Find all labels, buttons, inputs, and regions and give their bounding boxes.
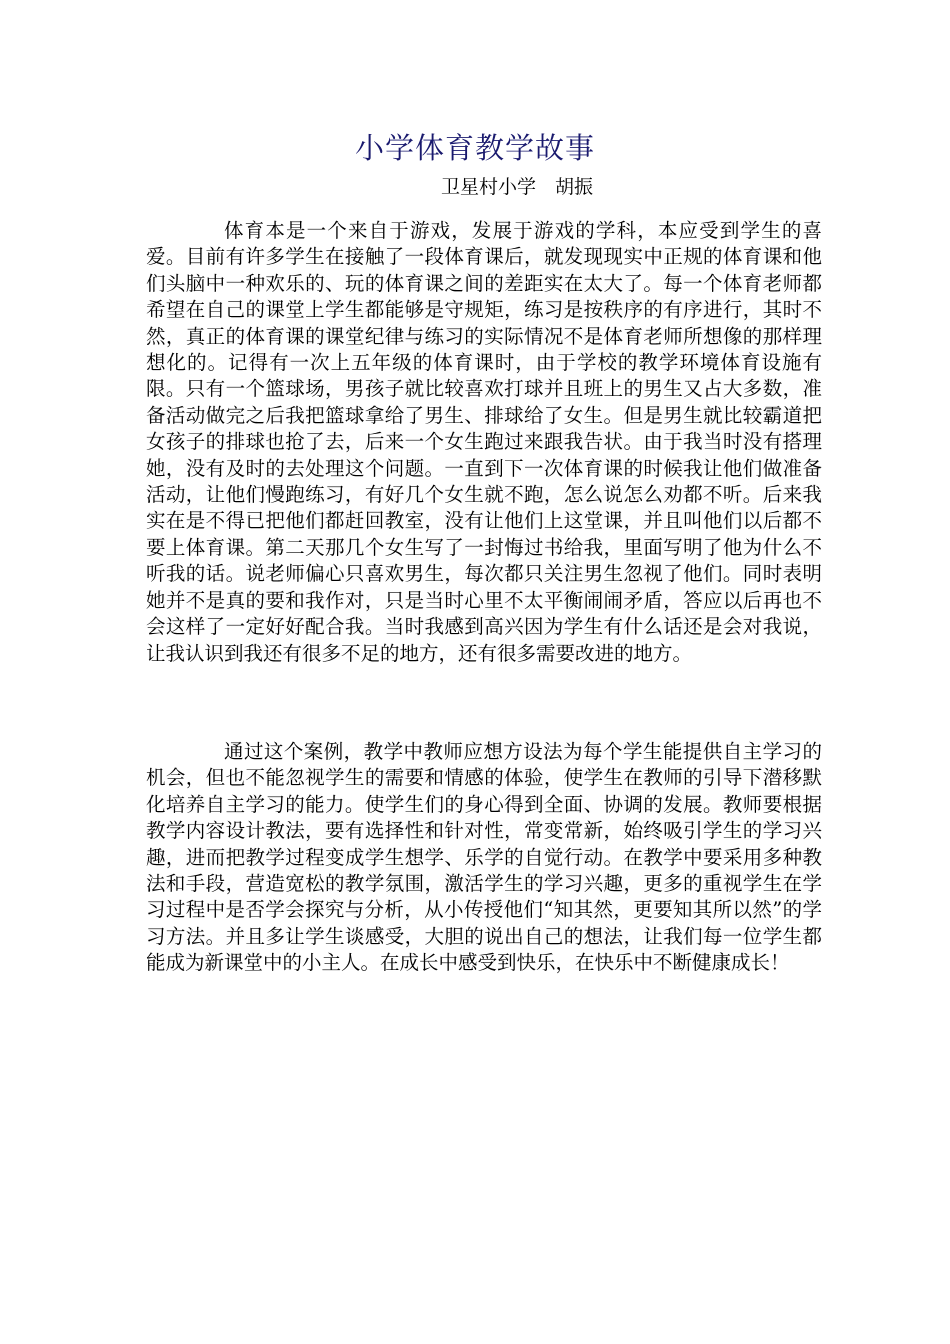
page-title: 小学体育教学故事 (354, 131, 595, 165)
author-line: 卫星村小学 胡振 (441, 176, 594, 198)
body-paragraph-1: 体育本是一个来自于游戏，发展于游戏的学科，本应受到学生的喜爱。目前有许多学生在接触了一段体育课后，就发现现实中正规的体育课和他们头脑中一种欢乐的、玩的体育课之间的差距实在太大了。每一个体育老师都希望在自己的课堂上学生都能够是守规矩，练习是按秩序的有序进行，其时不然，真正的体育课的课堂纪律与练习的实际情况不是体育老师所想像的那样理想化的。记得有一次上五年级的体育课时，由于学校的教学环境体育设施有限。只有一个篮球场，男孩子就比较喜欢打球并且班上的男生又占大多数，准备活动做完之后我把篮球拿给了男生、排球给了女生。但是男生就比较霸道把女孩子的排球也抢了去，后来一个女生跑过来跟我告状。由于我当时没有搭理她，没有及时的去处理这个问题。一直到下一次体育课的时候我让他们做准备活动，让他们慢跑练习，有好几个女生就不跑，怎么说怎么劝都不听。后来我实在是不得已把他们都赶回教室，没有让他们上这堂课，并且叫他们以后都不要上体育课。第二天那几个女生写了一封悔过书给我，里面写明了他为什么不听我的话。说老师偏心只喜欢男生，每次都只关注男生忽视了他们。同时表明她并不是真的要和我作对，只是当时心里不太平衡闹闹矛盾，答应以后再也不会这样了一定好好配合我。当时我感到高兴因为学生有什么话还是会对我说，让我认识到我还有很多不足的地方，还有很多需要改进的地方。 (146, 219, 822, 665)
body-paragraph-2: 通过这个案例，教学中教师应想方设法为每个学生能提供自主学习的机会，但也不能忽视学生的需要和情感的体验，使学生在教师的引导下潜移默化培养自主学习的能力。使学生们的身心得到全面、协调的发展。教师要根据教学内容设计教法，要有选择性和针对性，常变常新，始终吸引学生的学习兴趣，进而把教学过程变成学生想学、乐学的自觉行动。在教学中要采用多种教法和手段，营造宽松的教学氛围，激活学生的学习兴趣，更多的重视学生在学习过程中是否学会探究与分析，从小传授他们“知其然，更要知其所以然”的学习方法。并且多让学生谈感受，大胆的说出自己的想法，让我们每一位学生都能成为新课堂中的小主人。在成长中感受到快乐，在快乐中不断健康成长！ (146, 740, 822, 975)
